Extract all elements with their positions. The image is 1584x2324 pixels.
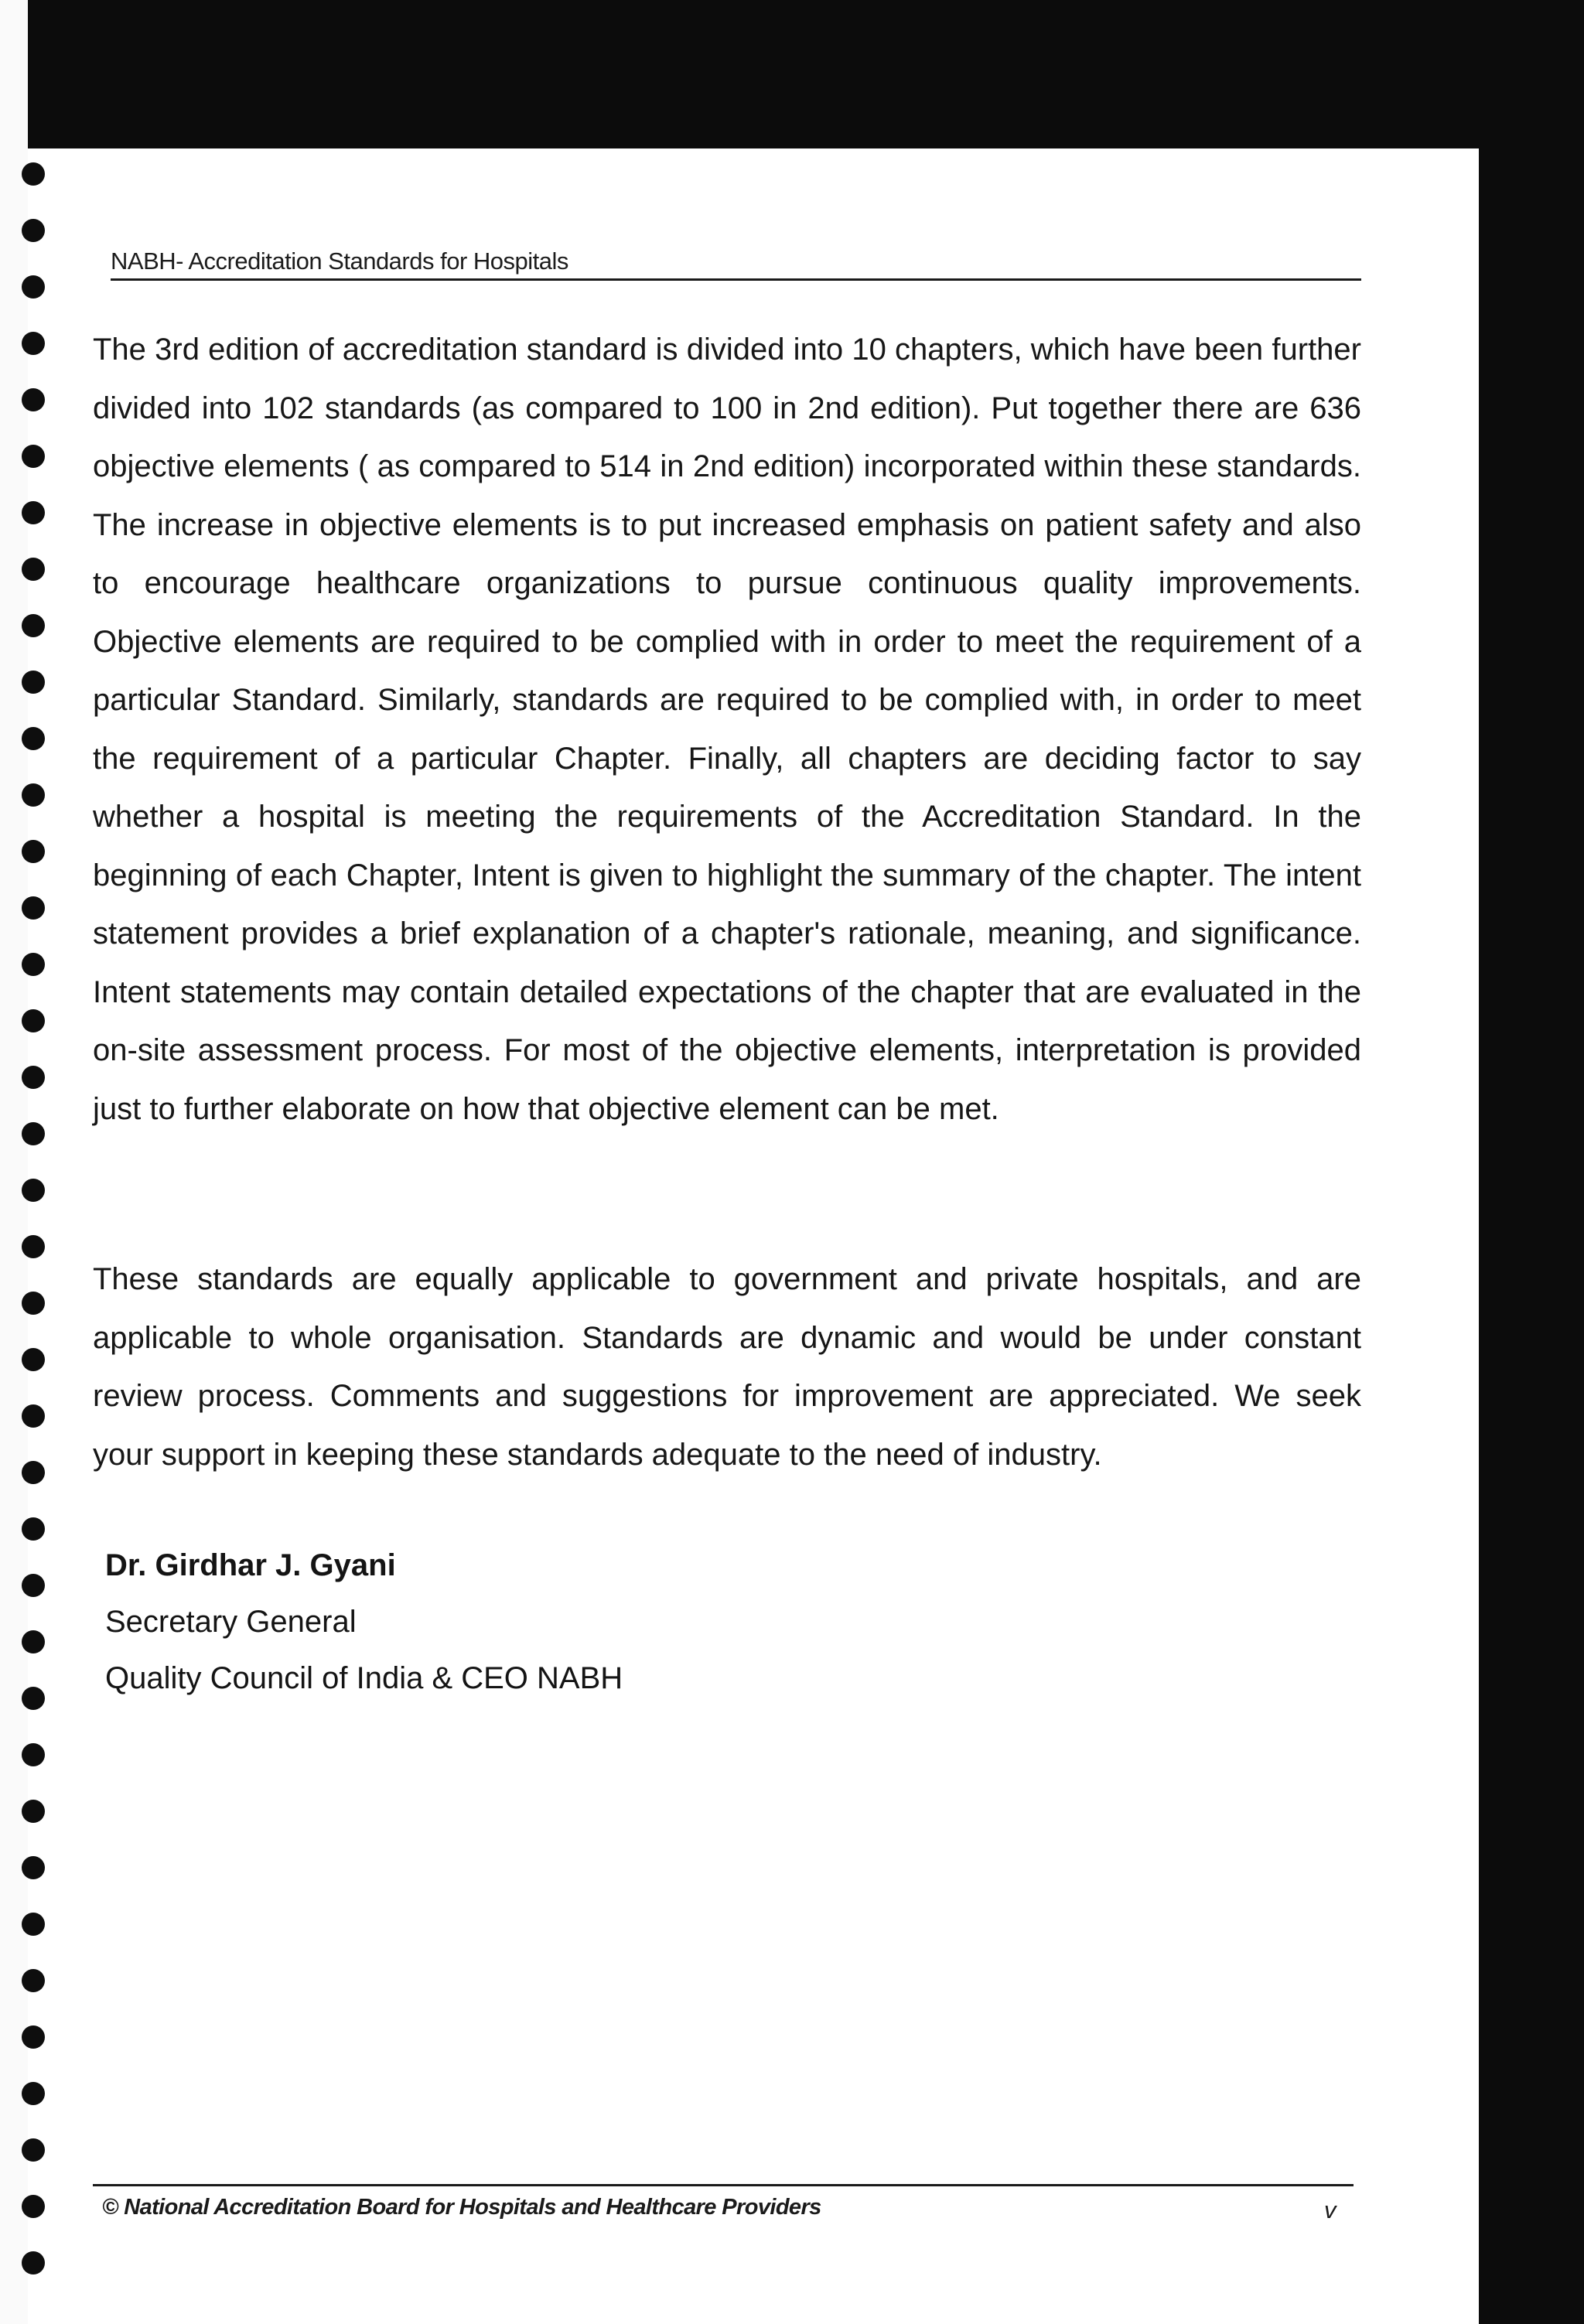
scan-right-border [1479, 0, 1584, 2324]
binding-hole [22, 1630, 45, 1653]
signatory-organization: Quality Council of India & CEO NABH [105, 1661, 623, 1695]
page-number: v [1324, 2196, 1336, 2223]
binding-hole [22, 332, 45, 355]
binding-hole [22, 671, 45, 694]
binding-hole [22, 1179, 45, 1202]
binding-hole [22, 1009, 45, 1032]
binding-hole [22, 1461, 45, 1484]
binding-hole [22, 275, 45, 299]
binding-hole [22, 2025, 45, 2049]
applicability-paragraph: These standards are equally applicable to government and private hospitals, and are applicable to whole organisation. Standards are dynamic and would be under constant review process. Comments and suggestions for improvement are appreciated. We seek your support in keeping these standards adequate to the need of industry. [93, 1262, 1361, 1472]
binding-hole [22, 1687, 45, 1710]
binding-hole [22, 2251, 45, 2275]
page-header [111, 244, 1361, 281]
binding-hole [22, 388, 45, 411]
intro-paragraph: The 3rd edition of accreditation standard is divided into 10 chapters, which have been further divided into 102 standards (as compared to 100 in 2nd edition). Put together there are 636 objective elements ( as compared to 514 in 2nd edition) incorporated within these standards. The increase in objective elements is to put increased emphasis on patient safety and also to encourage healthcare organizations to pursue continuous quality improvements. Objective elements are required to be complied with in order to meet the requirement of a particular Standard. Similarly, standards are required to be complied with, in order to meet the requirement of a particular Chapter. Finally, all chapters are deciding factor to say whether a hospital is meeting the requirements of the Accreditation Standard. In the beginning of each Chapter, Intent is given to highlight the summary of the chapter. The intent statement provides a brief explanation of a chapter's rationale, meaning, and significance. Intent statements may contain detailed expectations of the chapter that are evaluated in the on-site assessment process. For most of the objective elements, interpretation is provided just to further elaborate on how that objective element can be met. [93, 333, 1361, 1126]
binding-hole [22, 614, 45, 637]
binding-hole [22, 2138, 45, 2162]
header-title: NABH- Accreditation Standards for Hospitals [111, 247, 568, 275]
signatory-name: Dr. Girdhar J. Gyani [105, 1548, 396, 1582]
scan-top-border [28, 0, 1584, 148]
binding-hole [22, 896, 45, 920]
signature-block [105, 1537, 623, 1707]
binding-hole [22, 1348, 45, 1371]
binding-hole [22, 162, 45, 186]
signatory-title: Secretary General [105, 1605, 357, 1639]
binding-hole [22, 2195, 45, 2218]
binding-hole [22, 1856, 45, 1879]
binding-holes [0, 162, 62, 2324]
binding-hole [22, 1969, 45, 1992]
binding-hole [22, 953, 45, 976]
binding-hole [22, 1517, 45, 1541]
binding-hole [22, 445, 45, 468]
footer-copyright: © National Accreditation Board for Hospitals and Healthcare Providers [102, 2195, 821, 2220]
binding-hole [22, 1235, 45, 1258]
binding-hole [22, 1800, 45, 1823]
binding-hole [22, 1066, 45, 1089]
binding-hole [22, 219, 45, 242]
binding-hole [22, 1122, 45, 1145]
binding-hole [22, 840, 45, 863]
binding-hole [22, 558, 45, 581]
binding-hole [22, 1743, 45, 1766]
binding-hole [22, 501, 45, 524]
binding-hole [22, 1404, 45, 1428]
binding-hole [22, 1292, 45, 1315]
binding-hole [22, 1574, 45, 1597]
binding-hole [22, 783, 45, 807]
footer-rule [93, 2184, 1354, 2186]
binding-hole [22, 2082, 45, 2105]
binding-hole [22, 727, 45, 750]
binding-hole [22, 1913, 45, 1936]
